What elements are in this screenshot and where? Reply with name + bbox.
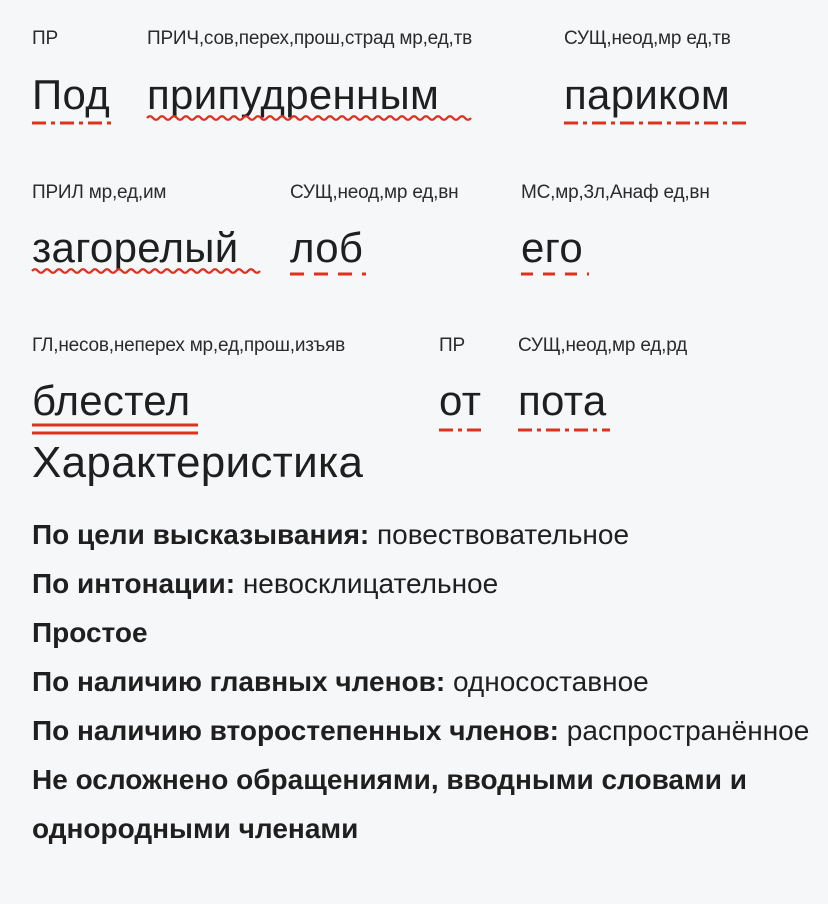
purpose-line <box>32 510 812 559</box>
purpose-label: По цели высказывания: <box>32 519 370 550</box>
word-text: от <box>439 377 482 424</box>
morph-tag: ПР <box>32 28 58 49</box>
characteristics-heading: Характеристика <box>32 438 364 487</box>
word-text: Под <box>32 71 111 118</box>
main-members-line <box>32 657 812 706</box>
main-members-value: односоставное <box>452 666 649 697</box>
intonation-line <box>32 559 812 608</box>
secondary-members-line <box>32 706 812 755</box>
underline-dash-dot <box>564 119 746 129</box>
morph-tag: ПР <box>439 335 465 356</box>
word-text: его <box>521 224 584 271</box>
purpose-value: повествовательное <box>377 519 630 550</box>
morph-tag: ПРИЧ,сов,перех,прош,страд мр,ед,тв <box>147 28 472 49</box>
word-text: париком <box>564 71 731 118</box>
morph-tag: СУЩ,неод,мр ед,рд <box>518 335 688 356</box>
morph-tag: ПРИЛ мр,ед,им <box>32 182 167 203</box>
complication-label: Не осложнено обращениями, вводными словами и однородными членами <box>32 764 747 844</box>
underline-dash-dot <box>439 426 485 436</box>
morph-tag: ГЛ,несов,неперех мр,ед,прош,изъяв <box>32 335 346 356</box>
characteristics-list <box>32 510 812 853</box>
main-members-label: По наличию главных членов: <box>32 666 446 697</box>
underline-wavy <box>32 265 254 279</box>
morph-tag: СУЩ,неод,мр ед,вн <box>290 182 459 203</box>
word-text: загорелый <box>32 224 239 271</box>
underline-dash-dot <box>518 426 610 436</box>
word-text: блестел <box>32 377 191 424</box>
simple-line <box>32 608 812 657</box>
underline-double <box>32 422 198 438</box>
secondary-members-value: распространённое <box>566 715 810 746</box>
underline-dashed <box>521 270 589 280</box>
morph-tag: СУЩ,неод,мр ед,тв <box>564 28 731 49</box>
underline-wavy <box>147 112 463 126</box>
complication-line <box>32 755 812 853</box>
word-text: лоб <box>290 224 364 271</box>
intonation-value: невосклицательное <box>242 568 499 599</box>
word-text: припудренным <box>147 71 440 118</box>
underline-dashed <box>290 270 366 280</box>
morph-tag: МС,мр,3л,Анаф ед,вн <box>521 182 710 203</box>
intonation-label: По интонации: <box>32 568 236 599</box>
word-text: пота <box>518 377 607 424</box>
underline-dash-dot <box>32 119 116 129</box>
simple-label: Простое <box>32 617 148 648</box>
secondary-members-label: По наличию второстепенных членов: <box>32 715 560 746</box>
